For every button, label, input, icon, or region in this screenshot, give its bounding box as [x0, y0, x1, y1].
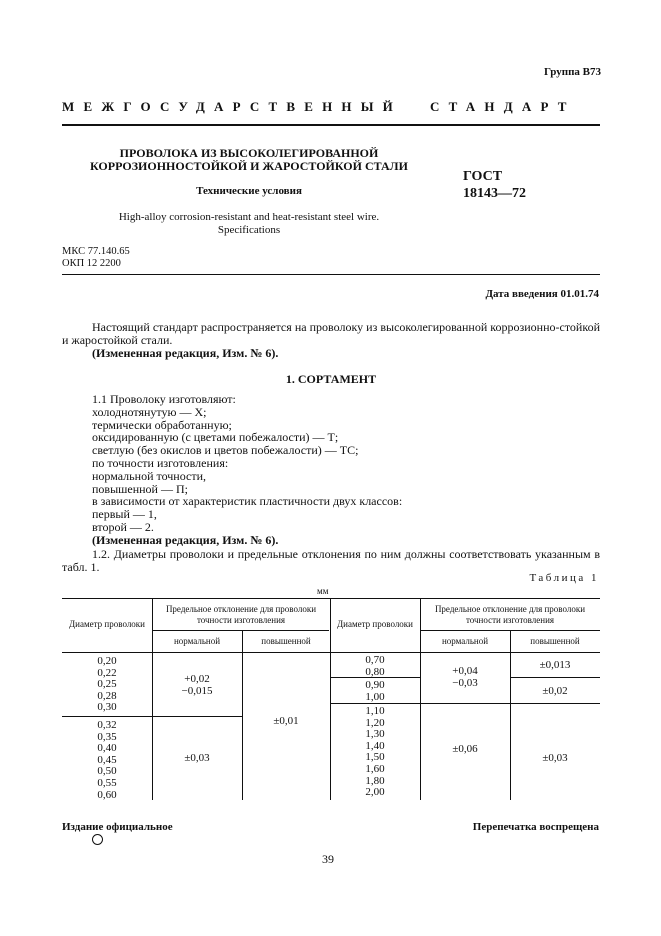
production-list: [92, 393, 600, 547]
mks-code: МКС 77.140.65: [62, 246, 130, 257]
introduction-date: Дата введения 01.01.74: [485, 288, 599, 300]
list-item: холоднотянутую — Х;: [92, 404, 207, 419]
header-diameter-left: Диаметр проволоки: [69, 619, 145, 629]
group-code: Группа В73: [543, 66, 601, 78]
header-rule: [62, 124, 600, 126]
list-item: по точности изготовления:: [92, 455, 229, 470]
right-group2-increased: ±0,02: [542, 685, 568, 697]
table-cell: 1,10: [365, 705, 385, 717]
header-diameter-right: Диаметр проволоки: [337, 619, 413, 629]
header-increased-right: повышенной: [530, 636, 580, 646]
list-item: в зависимости от характеристик пластичности двух классов:: [92, 494, 403, 509]
english-title: [62, 211, 436, 237]
header-deviation-right-line-1: Предельное отклонение для проволоки: [434, 604, 586, 614]
title-line-1: ПРОВОЛОКА ИЗ ВЫСОКОЛЕГИРОВАННОЙ: [119, 146, 379, 160]
gost-number: 18143—72: [463, 186, 526, 201]
intro-text: Настоящий стандарт распространяется на проволоку из высоколегированной коррозионно-стойкой и жаростойкой стали.: [62, 320, 600, 347]
list-item: оксидированную (с цветами побежалости) — Т;: [92, 430, 339, 445]
table-cell: −0,015: [181, 684, 213, 697]
table-cell: +0,02: [184, 673, 210, 685]
table-border-top: [62, 598, 600, 599]
right-group3-normal: ±0,06: [452, 743, 478, 755]
table-cell: 1,80: [365, 774, 385, 787]
table-cell: 0,45: [97, 753, 117, 766]
revision-note-2: (Измененная редакция, Изм. № 6).: [92, 532, 279, 547]
document-subtitle: Технические условия: [196, 185, 302, 197]
table-cell: 1,60: [365, 762, 385, 775]
table-cell: 0,32: [97, 719, 117, 731]
diameter-table: [62, 598, 600, 800]
table-right-divider-1b: [510, 677, 600, 678]
left-group1-normal: [152, 674, 242, 697]
table-cell: 0,30: [97, 701, 117, 714]
table-col-line-1: [152, 598, 153, 800]
document-title: [62, 147, 436, 173]
table-cell: 0,40: [97, 742, 117, 755]
revision-note-1: (Измененная редакция, Изм. № 6).: [92, 345, 279, 360]
table-col-line-2: [242, 630, 243, 800]
list-item: второй — 2.: [92, 519, 154, 534]
table-unit: мм: [317, 586, 329, 596]
header-normal-right: нормальной: [441, 636, 489, 646]
codes-rule: [62, 274, 600, 275]
gost-label: ГОСТ: [463, 169, 503, 184]
table-cell: 0,50: [97, 765, 117, 778]
right-group1-diameters: [330, 655, 420, 678]
left-group1-diameters: [62, 656, 152, 714]
right-group3-increased: ±0,03: [542, 752, 568, 764]
header-deviation-left-line-1: Предельное отклонение для проволоки: [165, 604, 317, 614]
table-cell: 0,90: [365, 679, 385, 691]
paragraph-1-2: 1.2. Диаметры проволоки и предельные отклонения по ним должны соответствовать указанным в табл. 1.: [62, 547, 600, 574]
header-deviation-right: [420, 604, 600, 626]
table-cell: 1,20: [365, 716, 385, 729]
left-increased: ±0,01: [273, 715, 299, 727]
list-item: повышенной — П;: [92, 481, 188, 496]
list-item: нормальной точности,: [92, 468, 207, 483]
table-cell: 0,25: [97, 678, 117, 691]
circle-mark-icon: [92, 834, 103, 845]
intro-paragraph: [62, 321, 600, 359]
list-item: термически обработанную;: [92, 417, 232, 432]
header-increased-left: повышенной: [261, 636, 311, 646]
table-cell: 0,55: [97, 776, 117, 789]
reprint-prohibited: Перепечатка воспрещена: [472, 821, 599, 833]
okp-code: ОКП 12 2200: [62, 258, 121, 269]
right-group2-diameters: [330, 680, 420, 703]
table-cell: 0,60: [97, 788, 117, 801]
header-deviation-left-line-2: точности изготовления: [196, 615, 286, 625]
left-group2-normal: ±0,03: [184, 752, 210, 764]
list-item: 1.1 Проволоку изготовляют:: [92, 392, 236, 406]
table-cell: 0,70: [365, 654, 385, 666]
table-cell: +0,04: [452, 665, 478, 677]
table-cell: 2,00: [365, 786, 385, 799]
table-cell: 1,40: [365, 739, 385, 752]
section-title-sortament: 1. СОРТАМЕНТ: [285, 372, 377, 386]
right-group1-increased: ±0,013: [539, 659, 571, 671]
header-normal-left: нормальной: [173, 636, 221, 646]
standard-banner: [62, 99, 600, 115]
table-subhead-line-left: [152, 630, 329, 631]
left-group2-diameters: [62, 720, 152, 801]
table-label: Таблица 1: [529, 572, 599, 584]
page-number: 39: [322, 852, 334, 866]
gost-designation: [463, 168, 526, 202]
list-item: светлую (без окислов и цветов побежалости) — ТС;: [92, 443, 359, 458]
table-col-line-5: [510, 630, 511, 800]
table-cell: 0,20: [97, 655, 117, 667]
header-deviation-right-line-2: точности изготовления: [465, 615, 555, 625]
table-cell: 0,80: [365, 665, 385, 678]
english-title-line-2: Specifications: [217, 224, 281, 236]
official-edition: Издание официальное: [62, 821, 173, 833]
classification-codes: [62, 246, 130, 270]
table-cell: 0,28: [97, 689, 117, 702]
table-header-bottom: [62, 652, 600, 653]
right-group3-diameters: [330, 706, 420, 799]
english-title-line-1: High-alloy corrosion-resistant and heat-resistant steel wire.: [118, 211, 380, 223]
header-deviation-left: [152, 604, 330, 626]
banner-left: МЕЖГОСУДАРСТВЕННЫЙ: [62, 99, 402, 114]
table-cell: −0,03: [452, 676, 478, 689]
table-cell: 0,22: [97, 666, 117, 679]
table-cell: 0,35: [97, 730, 117, 743]
table-cell: 1,50: [365, 751, 385, 764]
banner-right: СТАНДАРТ: [430, 99, 576, 114]
table-col-line-4: [420, 598, 421, 800]
title-line-2: КОРРОЗИОННОСТОЙКОЙ И ЖАРОСТОЙКОЙ СТАЛИ: [90, 159, 408, 173]
list-item: первый — 1,: [92, 507, 157, 522]
right-group12-normal: [420, 666, 510, 689]
table-cell: 1,00: [365, 690, 385, 703]
table-cell: 1,30: [365, 728, 385, 741]
